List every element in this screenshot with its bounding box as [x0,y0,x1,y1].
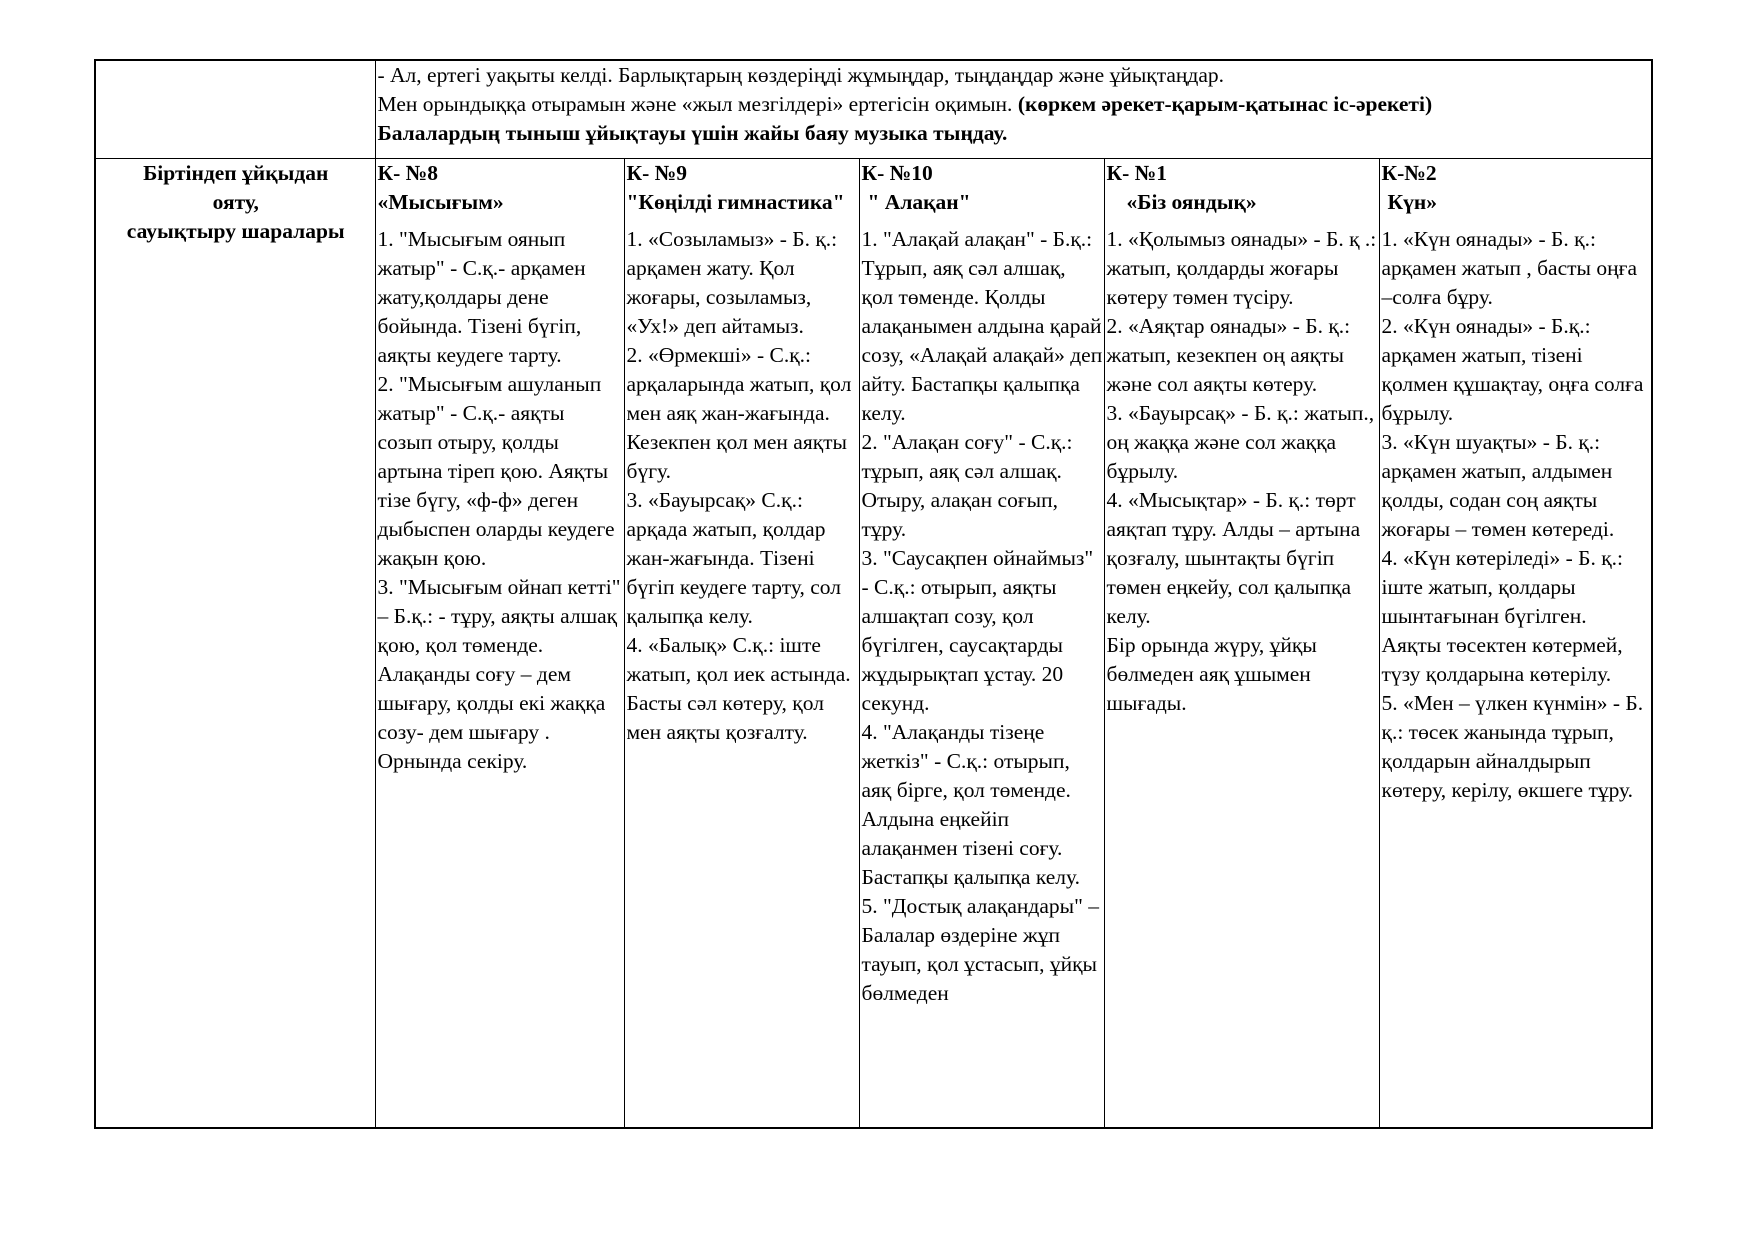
exercise-cell-k1 [1104,159,1379,1129]
exercise-title: " Алақан" [867,190,971,214]
exercise-code: К- №8 [377,161,438,185]
exercise-text: 1. «Күн оянады» - Б. қ.: арқамен жатып , басты оңға –солға бұру. 2. «Күн оянады» - Б.қ.: арқамен жатып, тізені қолмен құшақтау, оңға солға бұрылу. 3. «Күн шуақты» - Б. қ.: арқамен жатып, алдымен қолды, содан соң аяқты жоғары – төмен көтереді. 4. «Күн көтеріледі» - Б. қ.: іште жатып, қолдары шынтағынан бүгілген. Аяқты төсектен көтермей, түзу қолдарына көтерілу. 5. «Мен – үлкен күнмін» - Б. қ.: төсек жанында тұрып, қолдарын айналдырып көтеру, керілу, өкшеге тұру. [1381,227,1644,802]
intro-line-2-plain: Мен орындыққа отырамын және «жыл мезгілдері» ертегісін оқимын. [377,92,1013,116]
exercise-text: 1. "Алақай алақан" - Б.қ.: Тұрып, аяқ сәл алшақ, қол төменде. Қолды алақанымен алдына қарай созу, «Алақай алақай» деп айту. Бастапқы қалыпқа келу. 2. "Алақан соғу" - С.қ.: тұрып, аяқ сәл алшақ. Отыру, алақан соғып, тұру. 3. "Саусақпен ойнаймыз" - С.қ.: отырып, аяқты алшақтап созу, қол бүгілген, саусақтарды жұдырықтап ұстау. 20 секунд. 4. "Алақанды тізеңе жеткіз" - С.қ.: отырып, аяқ бірге, қол төменде. Алдына еңкейіп алақанмен тізені соғу. Бастапқы қалыпқа келу. 5. "Достық алақандары" – Балалар өздеріне жұп тауып, қол ұстасып, ұйқы бөлмеден [861,227,1103,1005]
row-label-line-2: ояту, [212,190,259,214]
exercise-code: К- №9 [626,161,687,185]
empty-label-cell [95,60,375,159]
exercise-row [95,159,1652,1129]
intro-line-2-bold: (көркем әрекет-қарым-қатынас іс-әрекеті) [1017,92,1433,116]
exercise-text: 1. «Созыламыз» - Б. қ.: арқамен жату. Қол жоғары, созыламыз, «Ух!» деп айтамыз. 2. «Өрмекші» - С.қ.: арқаларында жатып, қол мен аяқ жан-жағында. Кезекпен қол мен аяқты бүгу. 3. «Бауырсақ» С.қ.: арқада жатып, қолдар жан-жағында. Тізені бүгіп кеудеге тарту, сол қалыпқа келу. 4. «Балық» С.қ.: іште жатып, қол иек астында. Басты сәл көтеру, қол мен аяқты қозғалту. [626,227,852,744]
exercise-title: «Біз ояндық» [1126,190,1257,214]
exercise-code: К- №10 [861,161,933,185]
intro-line-1: - Ал, ертегі уақыты келді. Барлықтарың көздеріңді жұмыңдар, тыңдаңдар және ұйықтаңдар. [377,63,1225,87]
intro-line-2 [378,90,1651,119]
exercise-title: Күн» [1387,190,1437,214]
exercise-text: 1. «Қолымыз оянады» - Б. қ .: жатып, қолдарды жоғары көтеру төмен түсіру. 2. «Аяқтар оянады» - Б. қ.: жатып, кезекпен оң аяқты және сол аяқты көтеру. 3. «Бауырсақ» - Б. қ.: жатып., оң жаққа және сол жаққа бұрылу. 4. «Мысықтар» - Б. қ.: төрт аяқтап тұру. Алды – артына қозғалу, шынтақты бүгіп төмен еңкейу, сол қалыпқа келу. Бір орында жүру, ұйқы бөлмеден аяқ ұшымен шығады. [1106,227,1377,715]
row-label-line-3: сауықтыру шаралары [126,219,345,243]
exercise-code: К- №1 [1106,161,1167,185]
intro-line-3: Балалардың тыныш ұйықтауы үшін жайы баяу музыка тыңдау. [377,121,1008,145]
exercise-title: "Көңілді гимнастика" [626,190,845,214]
exercise-cell-k2 [1379,159,1652,1129]
exercise-cell-k10 [859,159,1104,1129]
exercise-text: 1. "Мысығым оянып жатыр" - С.қ.- арқамен жату,қолдары дене бойында. Тізені бүгіп, аяқты кеудеге тарту. 2. "Мысығым ашуланып жатыр" - С.қ.- аяқты созып отыру, қолды артына тіреп қою. Аяқты тізе бүгу, «ф-ф» деген дыбыспен оларды кеудеге жақын қою. 3. "Мысығым ойнап кетті" – Б.қ.: - тұру, аяқты алшақ қою, қол төменде. Алақанды соғу – дем шығару, қолды екі жаққа созу- дем шығару . Орнында секіру. [377,227,621,773]
exercise-cell-k8 [375,159,624,1129]
exercise-cell-k9 [624,159,859,1129]
row-label-cell [95,159,375,1129]
exercise-title: «Мысығым» [377,190,504,214]
intro-cell [375,60,1652,159]
exercise-code: К-№2 [1381,161,1437,185]
plan-table [94,59,1653,1129]
row-label-line-1: Біртіндеп ұйқыдан [143,161,329,185]
intro-row [95,60,1652,159]
